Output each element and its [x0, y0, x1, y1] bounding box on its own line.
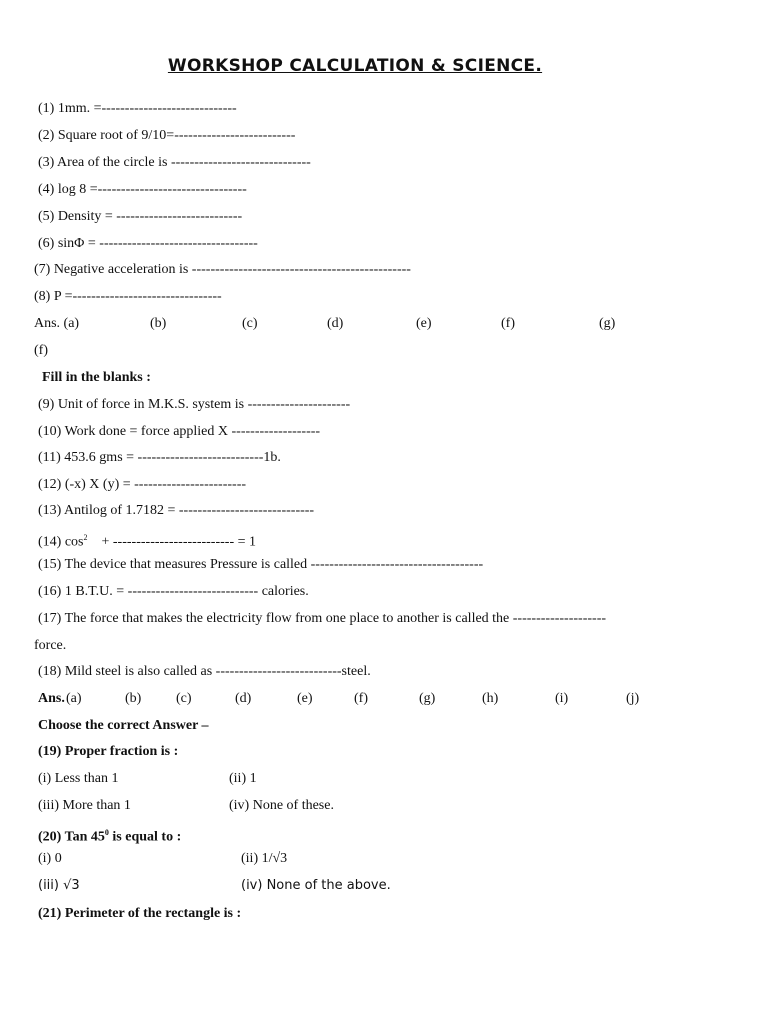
section-heading-fill-blanks: Fill in the blanks : — [42, 370, 151, 385]
answer2-option-e: (e) — [297, 691, 313, 706]
answer-option-f: (f) — [501, 316, 515, 331]
q20-option-ii: (ii) 1/√3 — [241, 851, 288, 866]
q20-option-i: (i) 0 — [38, 851, 62, 866]
q19-option-iii: (iii) More than 1 — [38, 798, 131, 813]
answer2-option-j: (j) — [626, 691, 640, 706]
q19-option-iv: (iv) None of these. — [229, 798, 334, 813]
answer-option-c: (c) — [242, 316, 258, 331]
question-20-suffix: is equal to : — [108, 829, 182, 845]
q20-option-iv: (iv) None of the above. — [241, 878, 391, 893]
answer2-option-g: (g) — [419, 691, 436, 706]
answer2-option-c: (c) — [176, 691, 192, 706]
question-7: (7) Negative acceleration is ----------------------------------------------- — [34, 262, 411, 277]
question-8: (8) P =-------------------------------- — [34, 289, 222, 304]
answer2-option-f: (f) — [354, 691, 368, 706]
question-15: (15) The device that measures Pressure is called ------------------------------------- — [38, 557, 484, 572]
q19-option-ii: (ii) 1 — [229, 771, 257, 786]
question-16: (16) 1 B.T.U. = ---------------------------- calories. — [38, 584, 309, 599]
question-14-prefix: (14) cos — [38, 534, 84, 550]
question-2: (2) Square root of 9/10=-------------------------- — [38, 128, 296, 143]
answer-label-2: Ans. — [38, 691, 65, 706]
answer-option-b: (b) — [150, 316, 167, 331]
question-6: (6) sinΦ = ---------------------------------- — [38, 236, 258, 251]
answer2-option-a: (a) — [66, 691, 82, 706]
question-18: (18) Mild steel is also called as ---------------------------steel. — [38, 664, 371, 679]
question-9: (9) Unit of force in M.K.S. system is ---------------------- — [38, 397, 351, 412]
question-19: (19) Proper fraction is : — [38, 744, 179, 759]
question-20-prefix: (20) Tan 45 — [38, 829, 105, 845]
question-20-superscript: 0 — [104, 828, 109, 837]
answer-wrap: (f) — [34, 343, 48, 358]
answer2-option-d: (d) — [235, 691, 252, 706]
answer2-option-b: (b) — [125, 691, 142, 706]
q19-option-i: (i) Less than 1 — [38, 771, 119, 786]
question-1: (1) 1mm. =----------------------------- — [38, 101, 237, 116]
answer-option-e: (e) — [416, 316, 432, 331]
answer-option-g: (g) — [599, 316, 616, 331]
question-3: (3) Area of the circle is ------------------------------ — [38, 155, 311, 170]
question-4: (4) log 8 =-------------------------------- — [38, 182, 247, 197]
page-title: WORKSHOP CALCULATION & SCIENCE. — [167, 56, 543, 76]
question-21: (21) Perimeter of the rectangle is : — [38, 906, 242, 921]
question-17: (17) The force that makes the electricity flow from one place to another is called the -------------------- — [38, 611, 607, 626]
answer-option-d: (d) — [327, 316, 344, 331]
answer2-option-i: (i) — [555, 691, 569, 706]
answer2-option-h: (h) — [482, 691, 499, 706]
question-11: (11) 453.6 gms = ---------------------------1b. — [38, 450, 281, 465]
question-5: (5) Density = --------------------------- — [38, 209, 243, 224]
question-14 — [38, 529, 256, 552]
question-13: (13) Antilog of 1.7182 = ----------------------------- — [38, 503, 315, 518]
answer-label-1: Ans. (a) — [34, 316, 80, 331]
question-17-wrap: force. — [34, 638, 67, 653]
question-14-superscript: 2 — [83, 533, 88, 542]
question-14-suffix: + -------------------------- = 1 — [87, 534, 257, 550]
section-heading-choose: Choose the correct Answer – — [38, 718, 209, 733]
q20-option-iii: (iii) √3 — [38, 878, 80, 893]
question-10: (10) Work done = force applied X ------------------- — [38, 424, 321, 439]
question-20 — [38, 824, 181, 847]
question-12: (12) (-x) X (y) = ------------------------ — [38, 477, 247, 492]
